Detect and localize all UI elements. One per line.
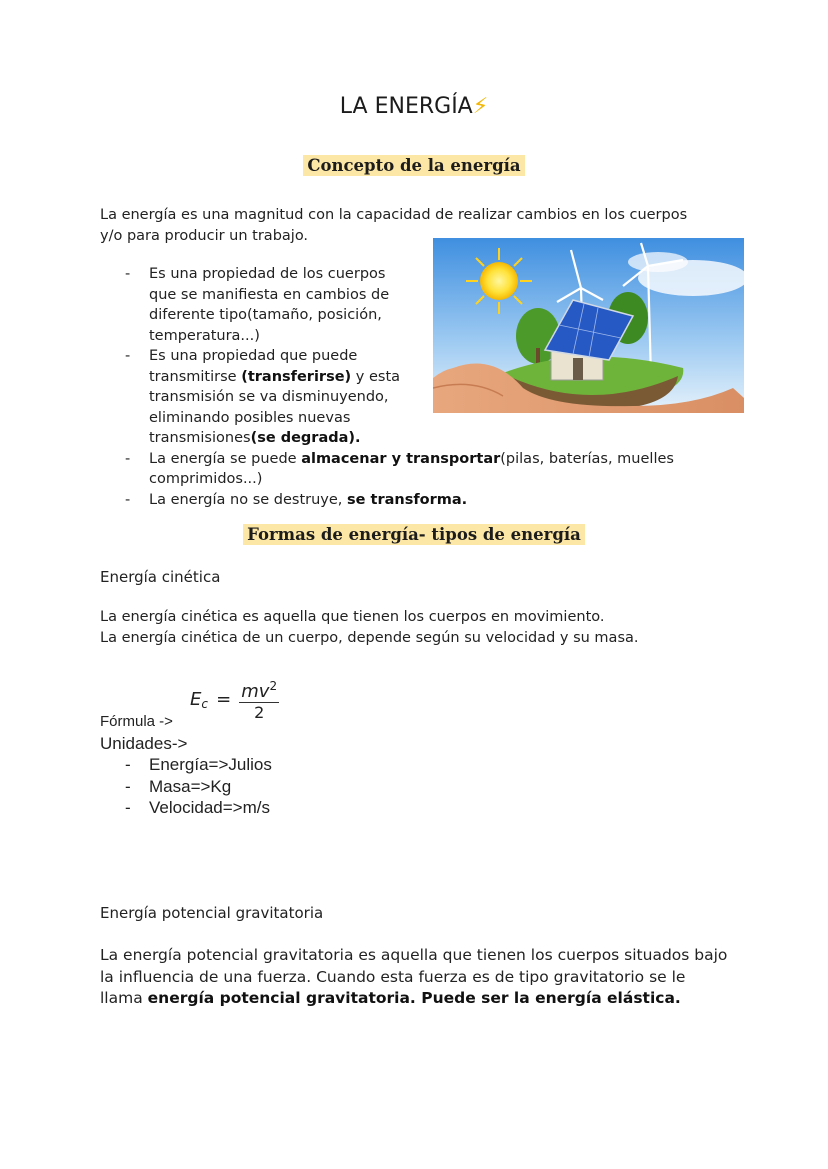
list-item-text: La energía se puede <box>149 450 302 467</box>
kinetic-line: La energía cinética es aquella que tienen los cuerpos en movimiento. <box>100 609 605 625</box>
subheading-potencial: Energía potencial gravitatoria <box>100 904 324 922</box>
kinetic-energy-formula: $E_c$ = $\frac{mv^2}{2}$ <box>190 676 279 723</box>
formula-denominator: 2 <box>254 703 265 722</box>
list-item <box>100 346 416 449</box>
list-item-text: y esta transmisión se va disminuyendo, eliminando posibles nuevas transmisiones <box>149 368 401 446</box>
list-item-text: La energía no se destruye, <box>149 491 348 508</box>
section-heading-formas: Formas de energía- tipos de energía <box>243 524 585 545</box>
kinetic-paragraph <box>100 607 740 648</box>
list-item <box>100 490 749 511</box>
renewable-energy-illustration <box>433 238 744 413</box>
list-item-bold: (se degrada). <box>250 430 361 446</box>
list-item <box>100 264 416 346</box>
page-title <box>0 94 828 119</box>
units-label: Unidades-> <box>100 733 188 753</box>
list-item-bold: almacenar y transportar <box>301 450 501 467</box>
lightning-icon: ⚡ <box>472 94 489 119</box>
list-item-text: (pilas, baterías, muelles comprimidos...) <box>149 450 674 487</box>
formula-label: Fórmula -> <box>100 713 173 730</box>
title-text: LA ENERGÍA <box>339 94 473 119</box>
formula-lhs: E <box>190 689 202 710</box>
list-item: - Velocidad=>m/s <box>100 797 500 819</box>
section-heading-wrapper <box>0 156 828 175</box>
list-item-bold: se transforma. <box>347 491 468 508</box>
list-item-text: Es una propiedad que puede transmitirse <box>149 348 358 385</box>
units-block <box>100 711 500 819</box>
formula-numerator: mv <box>241 681 270 702</box>
section-heading-concepto: Concepto de la energía <box>303 155 524 176</box>
kinetic-line: La energía cinética de un cuerpo, depende según su velocidad y su masa. <box>100 629 639 646</box>
potential-paragraph <box>100 945 732 1010</box>
formula-exponent: 2 <box>269 679 278 693</box>
potential-text: La energía potencial gravitatoria es aquella que tienen los cuerpos situados bajo la influencia de una fuerza. Cuando esta fuerza es de tipo gravitatorio se le llama <box>100 946 728 1007</box>
section-heading-wrapper <box>0 525 828 544</box>
potential-bold: energía potencial gravitatoria. Puede ser la energía elástica. <box>147 989 681 1007</box>
intro-paragraph: La energía es una magnitud con la capacidad de realizar cambios en los cuerpos y/o para producir un trabajo. <box>100 207 688 244</box>
list-item-text: Es una propiedad de los cuerpos que se manifiesta en cambios de diferente tipo(tamaño, posición, temperatura...) <box>149 266 390 344</box>
list-item: - Masa=>Kg <box>100 776 500 798</box>
list-item-bold: (transferirse) <box>241 368 352 385</box>
list-item: - Energía=>Julios <box>100 754 500 776</box>
formula-sub: c <box>201 697 208 712</box>
subheading-cinetica: Energía cinética <box>100 568 221 586</box>
list-item <box>100 449 749 490</box>
